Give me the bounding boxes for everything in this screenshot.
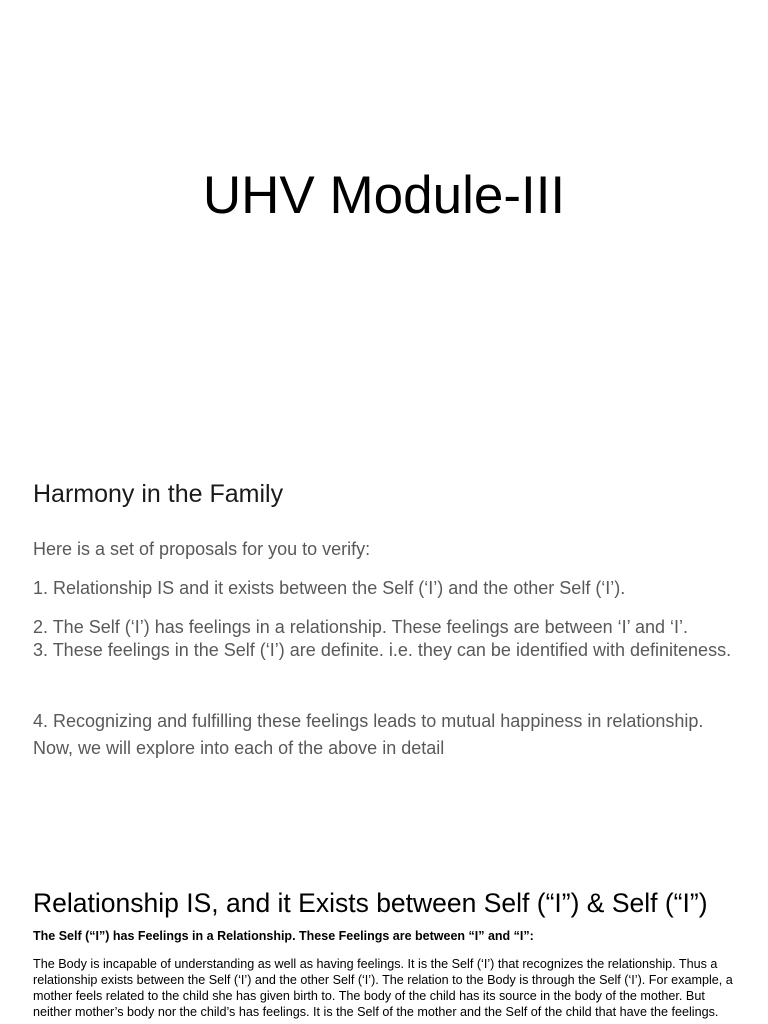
section-subheading: The Self (“I”) has Feelings in a Relationship. These Feelings are between “I” and “I”: — [33, 929, 534, 943]
section-title: Harmony in the Family — [33, 480, 284, 508]
page-title: UHV Module-III — [202, 166, 566, 225]
title-slide — [0, 0, 768, 440]
body-paragraph: The Body is incapable of understanding as well as having feelings. It is the Self (‘I’) that recognizes the relationship. Thus a relationship exists between the Self (‘I’) and the other Self (‘I’). The relation to the Body is through the Self (‘I’). For example, a mother feels related to the child she has given birth to. The body of the child has its source in the body of the mother. But neither mother’s body nor the child’s has feelings. It is the Self of the mother and the Self of the child that have the feelings. — [33, 957, 733, 1019]
proposal-1: 1. Relationship IS and it exists between the Self (‘I’) and the other Self (‘I’). — [33, 578, 626, 598]
section-title: Relationship IS, and it Exists between Self (“I”) & Self (“I”) — [33, 888, 708, 918]
proposal-3: 3. These feelings in the Self (‘I’) are definite. i.e. they can be identified with definiteness. — [33, 640, 732, 660]
intro-paragraph: Here is a set of proposals for you to verify: — [33, 539, 371, 559]
proposal-4: 4. Recognizing and fulfilling these feelings leads to mutual happiness in relationship. Now, we will explore into each of the above in detail — [33, 711, 704, 758]
proposal-2: 2. The Self (‘I’) has feelings in a relationship. These feelings are between ‘I’ and ‘I’. — [33, 617, 689, 637]
